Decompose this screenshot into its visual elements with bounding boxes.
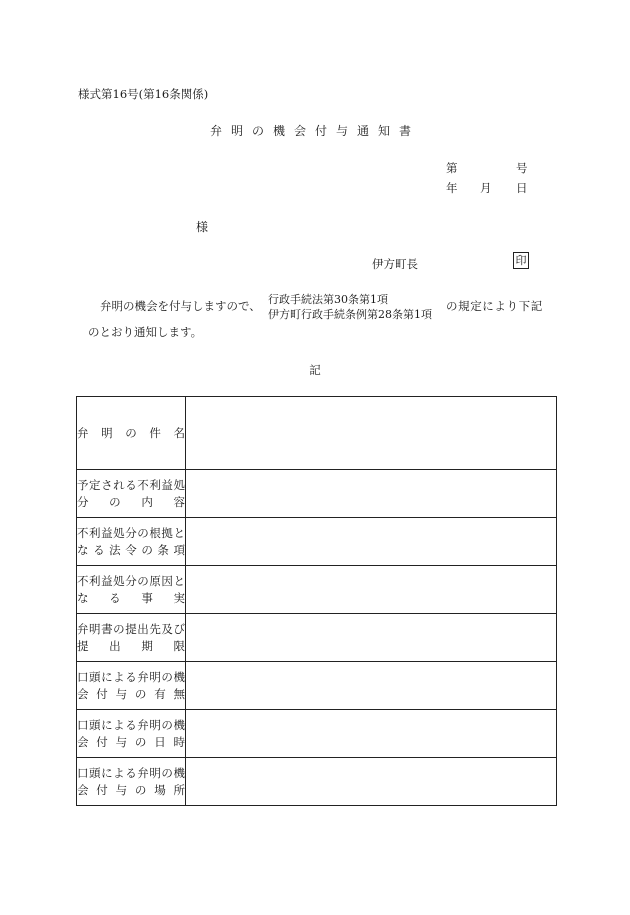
row-value[interactable] — [186, 397, 557, 470]
row-label-line1: 予定される不利益処 — [77, 477, 185, 492]
date-month: 月 — [480, 181, 492, 195]
table-row — [77, 397, 557, 470]
row-label — [77, 662, 186, 710]
row-label-line1: 弁明の件名 — [77, 425, 185, 440]
row-label-line1: 口頭による弁明の機 — [77, 717, 185, 732]
row-label — [77, 566, 186, 614]
row-label — [77, 614, 186, 662]
row-label — [77, 397, 186, 470]
row-label-line1: 不利益処分の根拠と — [77, 525, 185, 540]
document-title: 弁明の機会付与通知書 — [209, 124, 420, 138]
row-value[interactable] — [186, 518, 557, 566]
issuer-name: 伊方町長 — [372, 257, 418, 271]
details-table — [76, 396, 557, 806]
ki-heading: 記 — [309, 363, 321, 377]
addressee-suffix: 様 — [196, 220, 209, 234]
row-value[interactable] — [186, 614, 557, 662]
table-row — [77, 710, 557, 758]
row-label-line2: なる事実 — [77, 590, 185, 605]
form-number: 様式第16号(第16条関係) — [78, 87, 209, 101]
table-row — [77, 470, 557, 518]
row-label-line2: 提出期限 — [77, 638, 185, 653]
body-line-2: のとおり通知します。 — [88, 325, 203, 339]
law-option-1: 行政手続法第30条第1項 — [268, 293, 388, 306]
row-value[interactable] — [186, 710, 557, 758]
table-row — [77, 758, 557, 806]
row-label-line2: 会付与の有無 — [77, 686, 185, 701]
table-row — [77, 566, 557, 614]
law-option-2: 伊方町行政手続条例第28条第1項 — [268, 308, 432, 321]
table-row — [77, 662, 557, 710]
row-label-line1: 口頭による弁明の機 — [77, 765, 185, 780]
row-label — [77, 470, 186, 518]
number-suffix: 号 — [516, 161, 528, 175]
table-row — [77, 614, 557, 662]
row-label-line2: なる法令の条項 — [77, 542, 185, 557]
row-label-line2: 分の内容 — [77, 494, 185, 509]
row-label-line1: 不利益処分の原因と — [77, 573, 185, 588]
seal-mark: 印 — [513, 252, 529, 269]
body-suffix: の規定により下記 — [446, 299, 543, 313]
row-value[interactable] — [186, 566, 557, 614]
body-prefix: 弁明の機会を付与しますので、 — [100, 299, 261, 313]
date-year: 年 — [446, 181, 458, 195]
row-value[interactable] — [186, 662, 557, 710]
row-value[interactable] — [186, 470, 557, 518]
row-label — [77, 758, 186, 806]
number-prefix: 第 — [446, 161, 458, 175]
row-label-line2: 会付与の場所 — [77, 782, 185, 797]
table-row — [77, 518, 557, 566]
row-label-line1: 口頭による弁明の機 — [77, 669, 185, 684]
row-label — [77, 710, 186, 758]
row-label — [77, 518, 186, 566]
date-day: 日 — [516, 181, 528, 195]
row-value[interactable] — [186, 758, 557, 806]
row-label-line1: 弁明書の提出先及び — [77, 621, 185, 636]
row-label-line2: 会付与の日時 — [77, 734, 185, 749]
